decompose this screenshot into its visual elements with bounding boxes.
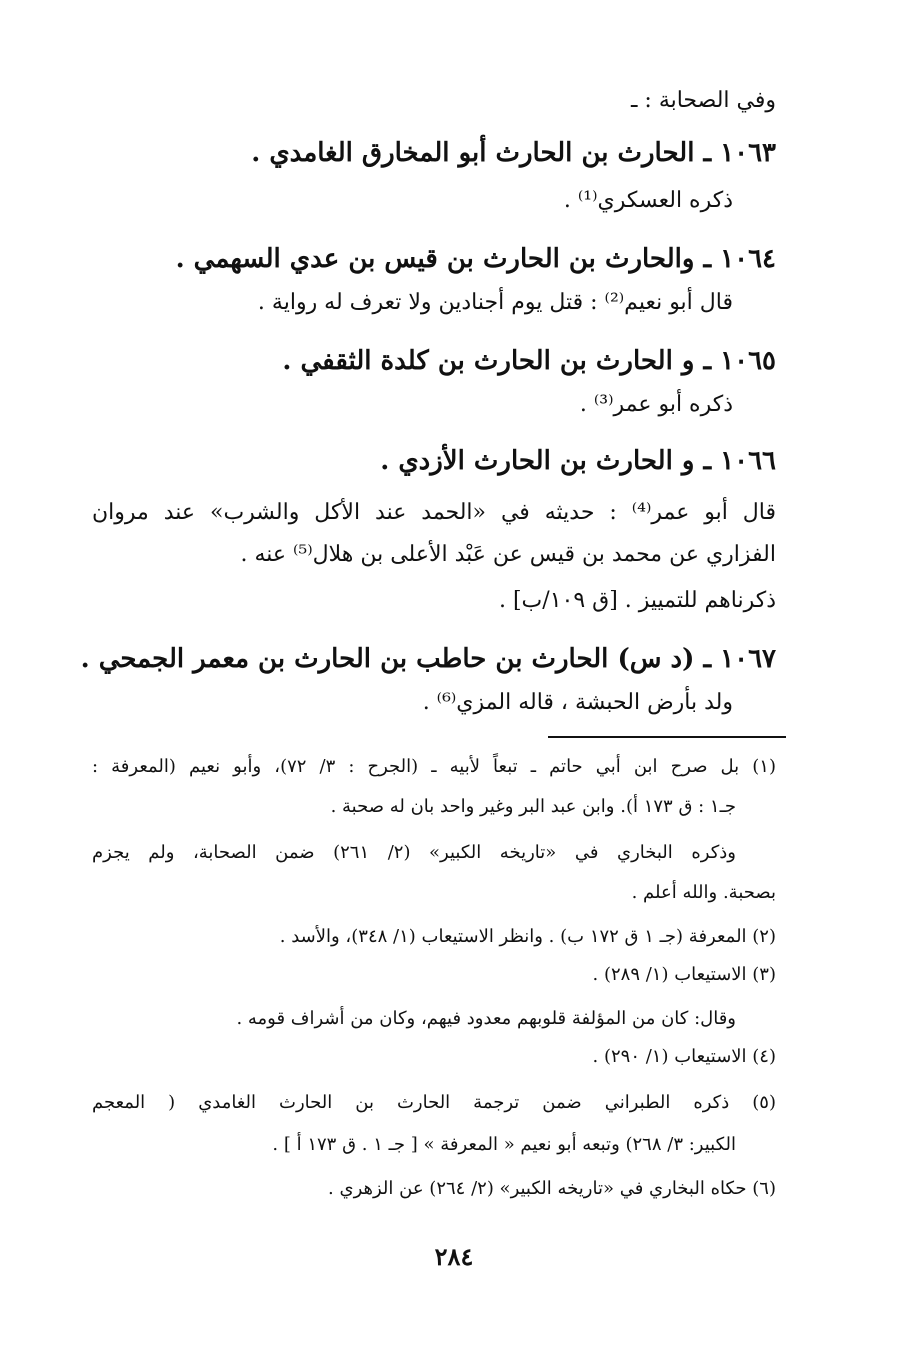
entry-title-1064: ١٠٦٤ ـ والحارث بن الحارث بن قيس بن عدي السهمي .	[175, 244, 776, 274]
entry-text-1067: ولد بأرض الحبشة ، قاله المزي⁽⁶⁾ .	[422, 690, 733, 715]
footnote-1-line4: بصحبة. والله أعلم .	[631, 882, 776, 903]
entry-title-1066: ١٠٦٦ ـ و الحارث بن الحارث الأزدي .	[380, 446, 776, 476]
footnote-4: (٤) الاستيعاب (١/ ٢٩٠) .	[592, 1046, 776, 1067]
entry-text-1066-line3: ذكرناهم للتمييز . [ق ١٠٩/ب] .	[498, 588, 776, 613]
entry-text-1064: قال أبو نعيم⁽²⁾ : قتل يوم أجنادين ولا تعرف له رواية .	[257, 290, 733, 315]
entry-title-1067: ١٠٦٧ ـ (د س) الحارث بن حاطب بن الحارث بن معمر الجمحي .	[80, 644, 776, 674]
entry-title-1065: ١٠٦٥ ـ و الحارث بن الحارث بن كلدة الثقفي .	[282, 346, 776, 376]
footnote-5-line2: الكبير: ٣/ ٢٦٨) وتبعه أبو نعيم « المعرفة » [ جـ ١ . ق ١٧٣ أ ] .	[272, 1134, 736, 1155]
section-intro: وفي الصحابة : ـ	[630, 88, 776, 113]
footnote-3-cont: وقال: كان من المؤلفة قلوبهم معدود فيهم، وكان من أشراف قومه .	[236, 1008, 736, 1029]
page-number: ٢٨٤	[434, 1242, 474, 1271]
entry-title-1063: ١٠٦٣ ـ الحارث بن الحارث أبو المخارق الغامدي .	[251, 138, 776, 168]
entry-text-1063: ذكره العسكري⁽¹⁾ .	[563, 188, 733, 213]
footnote-5-line1: (٥) ذكره الطبراني ضمن ترجمة الحارث بن الحارث الغامدي ( المعجم	[92, 1092, 776, 1113]
footnote-2: (٢) المعرفة (جـ ١ ق ١٧٢ ب) . وانظر الاستيعاب (١/ ٣٤٨)، والأسد .	[279, 926, 776, 947]
footnote-divider	[548, 736, 786, 738]
entry-text-1066-line2: الفزاري عن محمد بن قيس عن عَبْد الأعلى بن هلال⁽⁵⁾ عنه .	[240, 542, 776, 567]
footnote-6: (٦) حكاه البخاري في «تاريخه الكبير» (٢/ ٢٦٤) عن الزهري .	[328, 1178, 776, 1199]
footnote-1-line3: وذكره البخاري في «تاريخه الكبير» (٢/ ٢٦١) ضمن الصحابة، ولم يجزم	[92, 842, 736, 863]
footnote-1-line1: (١) بل صرح ابن أبي حاتم ـ تبعاً لأبيه ـ (الجرح : ٣/ ٧٢)، وأبو نعيم (المعرفة :	[92, 756, 776, 777]
footnote-1-line2: جـ١ : ق ١٧٣ أ). وابن عبد البر وغير واحد بان له صحبة .	[330, 796, 736, 817]
footnote-3: (٣) الاستيعاب (١/ ٢٨٩) .	[592, 964, 776, 985]
entry-text-1066-line1: قال أبو عمر⁽⁴⁾ : حديثه في «الحمد عند الأكل والشرب» عند مروان	[92, 500, 776, 525]
entry-text-1065: ذكره أبو عمر⁽³⁾ .	[579, 392, 733, 417]
